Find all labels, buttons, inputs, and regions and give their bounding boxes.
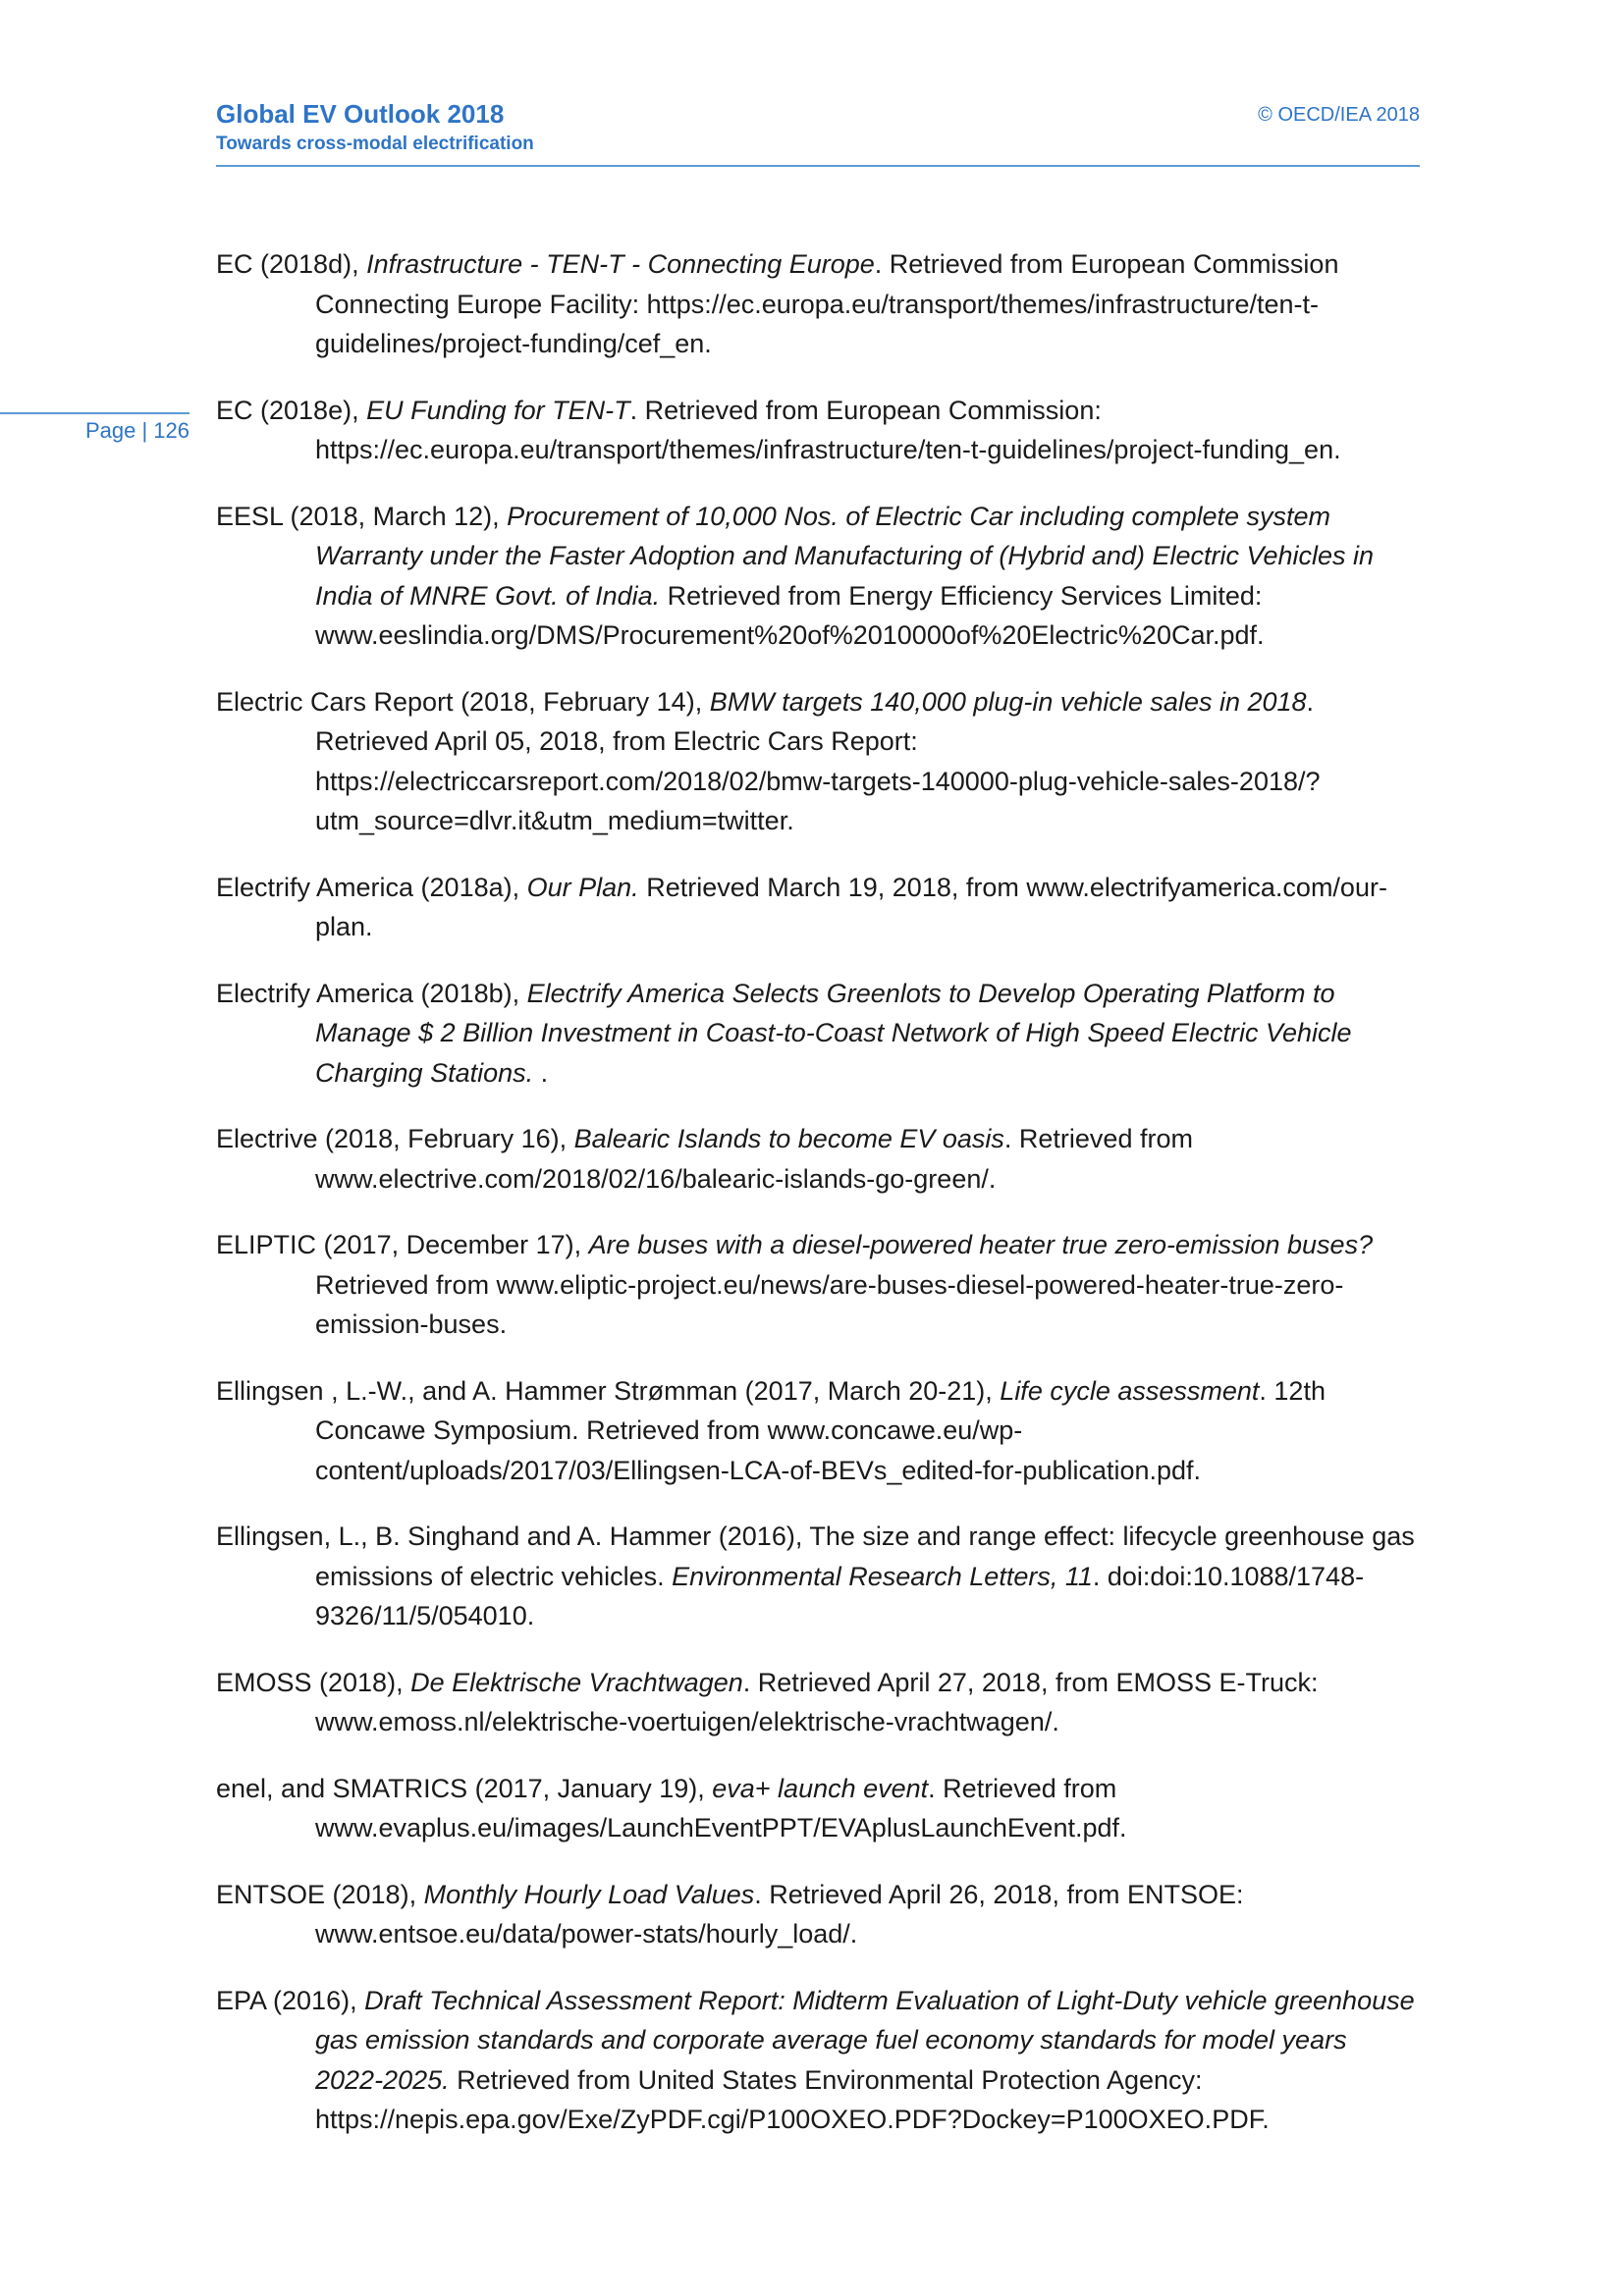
reference-entry — [216, 497, 1420, 656]
reference-title: Infrastructure - TEN-T - Connecting Europe — [366, 249, 875, 279]
reference-lead: Electrify America (2018a), — [216, 872, 527, 902]
report-subtitle: Towards cross-modal electrification — [216, 133, 534, 154]
reference-details: . doi:doi:10.1088/1748-9326/11/5/054010. — [315, 1561, 1365, 1630]
reference-details: Retrieved March 19, 2018, from www.electrifyamerica.com/our-plan. — [315, 872, 1387, 941]
reference-entry — [216, 1371, 1420, 1491]
reference-lead: ENTSOE (2018), — [216, 1879, 424, 1909]
reference-entry — [216, 244, 1420, 364]
reference-lead: enel, and SMATRICS (2017, January 19), — [216, 1773, 713, 1803]
reference-entry — [216, 868, 1420, 947]
reference-lead: Ellingsen, L., B. Singhand and A. Hammer (2016), The size and range effect: lifecycle greenhouse gas emissions of electric vehicles. — [216, 1522, 1415, 1591]
reference-details: . Retrieved from European Commission: https://ec.europa.eu/transport/themes/infrastructure/ten-t-guidelines/project-funding_en. — [315, 395, 1341, 464]
reference-details: . — [533, 1057, 549, 1088]
reference-lead: ELIPTIC (2017, December 17), — [216, 1230, 589, 1259]
page-marker — [0, 412, 189, 443]
reference-lead: Electrive (2018, February 16), — [216, 1124, 574, 1153]
report-title: Global EV Outlook 2018 — [216, 99, 505, 129]
reference-entry — [216, 1517, 1420, 1636]
reference-details: . Retrieved April 05, 2018, from Electric Cars Report: https://electriccarsreport.com/2018/02/bmw-targets-140000-plug-vehicle-sales-2018/?utm_source=dlvr.it&utm_medium=twitter. — [315, 686, 1321, 835]
reference-title: Monthly Hourly Load Values — [423, 1879, 755, 1909]
reference-title: Are buses with a diesel-powered heater true zero-emission buses? — [588, 1230, 1374, 1259]
reference-lead: Ellingsen , L.-W., and A. Hammer Strømman (2017, March 20-21), — [216, 1375, 1001, 1406]
reference-details: . Retrieved April 27, 2018, from EMOSS E-Truck: www.emoss.nl/elektrische-voertuigen/elektrische-vrachtwagen/. — [315, 1667, 1319, 1736]
header-divider — [216, 165, 1420, 167]
reference-title: Life cycle assessment — [1000, 1375, 1260, 1406]
page-marker-divider — [0, 412, 189, 414]
reference-entry — [216, 391, 1420, 470]
reference-details: . 12th Concawe Symposium. Retrieved from www.concawe.eu/wp-content/uploads/2017/03/Ellingsen-LCA-of-BEVs_edited-for-publication.pdf. — [315, 1375, 1326, 1485]
reference-entry — [216, 1225, 1420, 1345]
reference-details: . Retrieved from www.electrive.com/2018/02/16/balearic-islands-go-green/. — [315, 1124, 1193, 1194]
reference-entry — [216, 1875, 1420, 1954]
reference-entry — [216, 1119, 1420, 1199]
reference-entry — [216, 1769, 1420, 1848]
reference-lead: Electrify America (2018b), — [216, 978, 527, 1008]
reference-details: . Retrieved from European Commission Connecting Europe Facility: https://ec.europa.eu/transport/themes/infrastructure/ten-t-guidelines/project-funding/cef_en. — [315, 249, 1339, 358]
reference-lead: EMOSS (2018), — [216, 1667, 411, 1697]
reference-details: Retrieved from www.eliptic-project.eu/news/are-buses-diesel-powered-heater-true-zero-emission-buses. — [315, 1269, 1344, 1339]
reference-title: Draft Technical Assessment Report: Midterm Evaluation of Light-Duty vehicle greenhouse gas emission standards and corporate average fuel economy standards for model years 2022-2025. — [315, 1985, 1415, 2095]
reference-title: De Elektrische Vrachtwagen — [410, 1667, 743, 1697]
reference-lead: EESL (2018, March 12), — [216, 501, 508, 531]
reference-entry — [216, 1663, 1420, 1742]
reference-details: Retrieved from Energy Efficiency Services Limited: www.eeslindia.org/DMS/Procurement%20of%2010000of%20Electric%20Car.pdf. — [315, 580, 1265, 650]
reference-title: Balearic Islands to become EV oasis — [573, 1124, 1004, 1153]
reference-details: . Retrieved from www.evaplus.eu/images/LaunchEventPPT/EVAplusLaunchEvent.pdf. — [315, 1773, 1127, 1842]
reference-title: Environmental Research Letters, 11 — [672, 1561, 1093, 1591]
reference-lead: Electric Cars Report (2018, February 14), — [216, 686, 710, 717]
reference-lead: EC (2018d), — [216, 249, 367, 279]
reference-details: Retrieved from United States Environmental Protection Agency: https://nepis.epa.gov/Exe/ZyPDF.cgi/P100OXEO.PDF?Dockey=P100OXEO.PDF. — [315, 2064, 1270, 2134]
reference-entry — [216, 682, 1420, 841]
reference-title: Electrify America Selects Greenlots to Develop Operating Platform to Manage $ 2 Billion Investment in Coast-to-Coast Network of High Speed Electric Vehicle Charging Stations. — [315, 978, 1352, 1088]
reference-title: Our Plan. — [526, 872, 639, 902]
reference-lead: EC (2018e), — [216, 395, 367, 425]
reference-details: . Retrieved April 26, 2018, from ENTSOE: www.entsoe.eu/data/power-stats/hourly_load/. — [315, 1879, 1244, 1949]
reference-title: Procurement of 10,000 Nos. of Electric Car including complete system Warranty under the Faster Adoption and Manufacturing of (Hybrid and) Electric Vehicles in India of MNRE Govt. of India. — [315, 501, 1375, 611]
reference-lead: EPA (2016), — [216, 1985, 365, 2015]
reference-list — [216, 218, 1420, 2162]
reference-entry — [216, 974, 1420, 1094]
reference-entry — [216, 1981, 1420, 2140]
reference-title: BMW targets 140,000 plug-in vehicle sales in 2018 — [709, 686, 1307, 717]
reference-title: EU Funding for TEN-T — [366, 395, 630, 425]
copyright-notice: © OECD/IEA 2018 — [1258, 104, 1420, 126]
page-header — [216, 98, 1420, 157]
page-number: Page | 126 — [84, 418, 189, 443]
reference-title: eva+ launch event — [712, 1773, 929, 1803]
